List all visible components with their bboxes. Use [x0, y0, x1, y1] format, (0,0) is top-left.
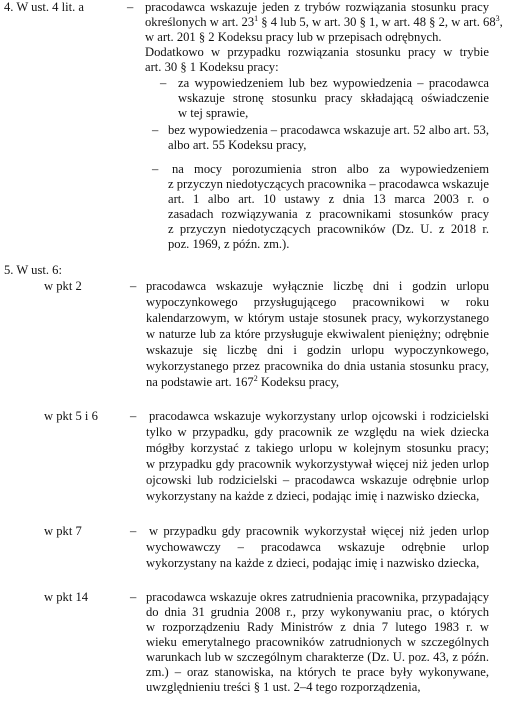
dash: –	[130, 279, 137, 293]
text-line: pracodawca wskazuje wyłącznie liczbę dni i godzin urlopu	[146, 279, 489, 293]
text-line: w rozporządzeniu Rady Ministrów z dnia 7 lutego 1983 r. w	[146, 620, 489, 634]
text-line: do dnia 31 grudnia 2008 r., przy wykonywaniu prac, o których	[146, 605, 489, 619]
bullet-dash: –	[152, 123, 159, 137]
text-line: poz. 1969, z późn. zm.).	[168, 237, 290, 251]
item-label: w pkt 5 i 6	[44, 409, 98, 423]
text-line: art. 30 § 1 Kodeksu pracy:	[145, 60, 279, 74]
dash: –	[127, 0, 134, 14]
bullet-dash: –	[160, 76, 167, 90]
text-line: albo art. 55 Kodeksu pracy,	[168, 138, 307, 152]
text-line: warunkach lub w szczególnym charakterze (Dz. U. poz. 43, z późn.	[146, 650, 489, 664]
dash: –	[130, 590, 137, 604]
text-line: wskazuje stronę stosunku pracy składającą oświadczenie	[178, 91, 489, 105]
section-4-label: 4. W ust. 4 lit. a	[4, 0, 84, 14]
text-line: zm.) – oraz stanowiska, na których te prace były wykonywane,	[146, 665, 489, 679]
text-line: na podstawie art. $167^2$ Kodeksu pracy,	[146, 374, 340, 389]
item-label: w pkt 14	[44, 590, 89, 604]
text-line: z przyczyn niedotyczących pracowników (Dz. U. z 2018 r.	[168, 222, 489, 236]
text-line: wypoczynkowego przysługującego pracownikowi w roku	[146, 295, 489, 309]
text-line: ojcowski lub rodzicielski – pracodawca wskazuje odrębnie urlop	[146, 473, 489, 487]
text-line: określonych w art. $23^1$ § 4 lub 5, w art. 30 § 1, w art. 48 § 2, w art. $68^3$,	[145, 14, 503, 29]
text-line: kalendarzowym, w którym ustaje stosunek pracy, wykorzystanego	[146, 311, 489, 325]
text-line: art. 1 albo art. 10 ustawy z dnia 13 marca 2003 r. o	[168, 192, 489, 206]
text-line: w tej sprawie,	[178, 106, 249, 120]
text-line: pracodawca wskazuje wykorzystany urlop ojcowski i rodzicielski	[149, 409, 489, 423]
text-line: mógłby korzystać z takiego urlopu w kolejnym stosunku pracy;	[146, 441, 489, 455]
dash: –	[130, 524, 137, 538]
text-line: za wypowiedzeniem lub bez wypowiedzenia – pracodawca	[178, 76, 489, 90]
text-line: na mocy porozumienia stron albo za wypowiedzeniem	[172, 162, 489, 176]
text-line: wychowawczy – pracodawca wskazuje odrębnie urlop	[146, 540, 489, 554]
text-line: tylko w przypadku, gdy pracownik ze względu na wiek dziecka	[146, 425, 489, 439]
section-5-label: 5. W ust. 6:	[4, 263, 62, 277]
dash: –	[130, 409, 137, 423]
text-line: wskazuje się liczbę dni i godzin urlopu wypoczynkowego,	[146, 343, 489, 357]
text-line: w art. 201 § 2 Kodeksu pracy lub w przepisach odrębnych.	[145, 30, 442, 44]
item-label: w pkt 7	[44, 524, 82, 538]
text-line: Dodatkowo w przypadku rozwiązania stosunku pracy w trybie	[145, 45, 489, 59]
text-line: bez wypowiedzenia – pracodawca wskazuje art. 52 albo art. 53,	[168, 123, 490, 137]
text-line: w przypadku gdy pracownik wykorzystywał więcej niż jeden urlop	[146, 457, 489, 471]
text-line: pracodawca wskazuje okres zatrudnienia pracownika, przypadający	[146, 590, 489, 604]
text-line: w naturze lub za które przysługuje ekwiwalent pieniężny; odrębnie	[146, 327, 489, 341]
text-line: wykorzystany na każde z dzieci, podając imię i nazwisko dziecka,	[146, 556, 480, 570]
bullet-dash: –	[152, 162, 159, 176]
text-line: z przyczyn niedotyczących pracownika – pracodawca wskazuje	[168, 177, 489, 191]
text-line: uwzględnieniu treści § 1 ust. 2–4 tego rozporządzenia,	[146, 680, 421, 694]
text-line: w przypadku gdy pracownik wykorzystał więcej niż jeden urlop	[149, 524, 489, 538]
text-line: wykorzystanego przez pracownika do dnia ustania stosunku pracy,	[146, 359, 489, 373]
text-line: wykorzystany na każde z dzieci, podając imię i nazwisko dziecka,	[146, 489, 480, 503]
text-line: wieku emerytalnego pracowników zatrudnionych w szczególnych	[146, 635, 489, 649]
text-line: pracodawca wskazuje jeden z trybów rozwiązania stosunku pracy	[145, 0, 489, 14]
text-line: zasadach rozwiązywania z pracownikami stosunków pracy	[168, 207, 489, 221]
item-label: w pkt 2	[44, 279, 82, 293]
